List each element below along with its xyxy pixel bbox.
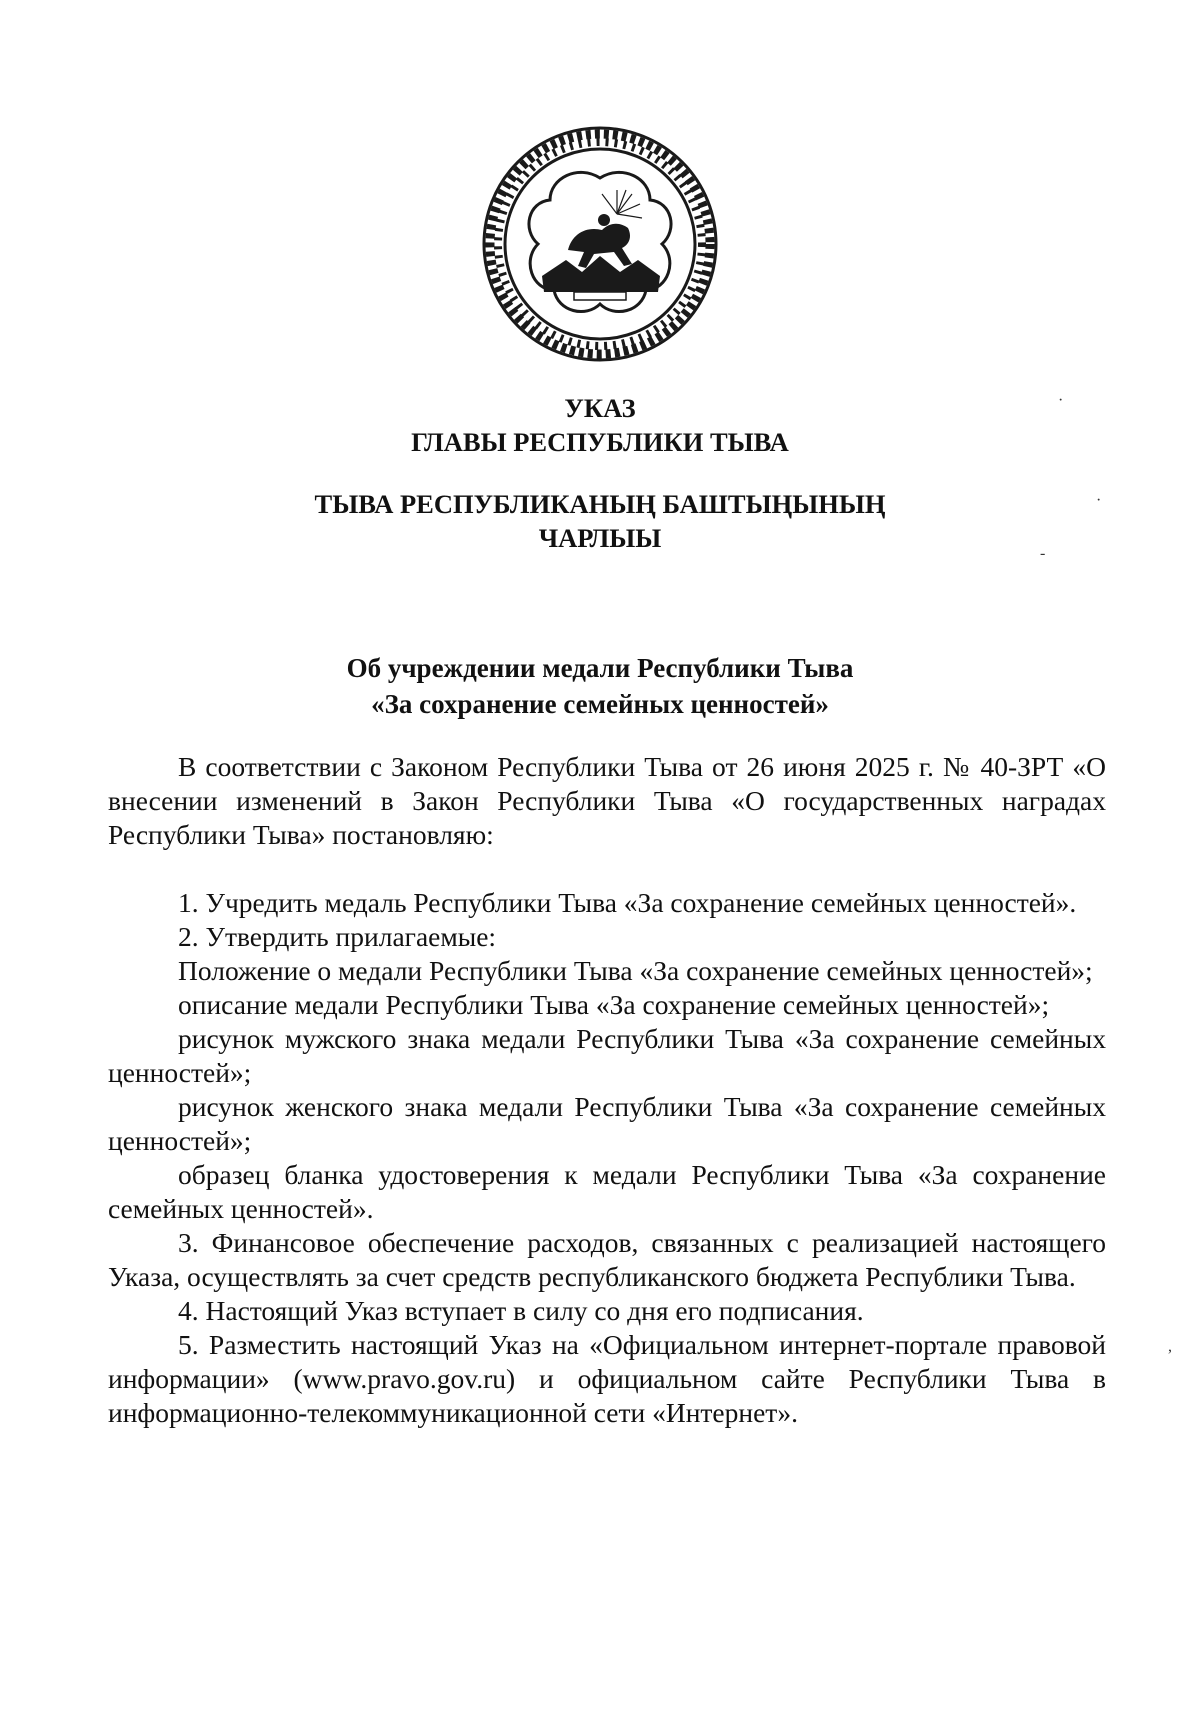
heading-tyv-line-2: ЧАРЛЫЫ (538, 523, 662, 553)
heading-line-2: ГЛАВЫ РЕСПУБЛИКИ ТЫВА (411, 427, 789, 457)
item-4: 4. Настоящий Указ вступает в силу со дня его подписания. (178, 1295, 864, 1326)
document-title-line-2: «За сохранение семейных ценностей» (371, 689, 829, 719)
decree-heading-ru (0, 391, 1200, 459)
heading-line-1: УКАЗ (564, 393, 636, 423)
scan-speck: · (1058, 392, 1064, 409)
item-5: 5. Разместить настоящий Указ на «Официальном интернет-портале правовой информации» (www.pravo.gov.ru) и официальном сайте Республики Тыва в информационно-телекоммуникационной сети «Интернет». (108, 1329, 1106, 1428)
item-2-c: рисунок мужского знака медали Республики Тыва «За сохранение семейных ценностей»; (108, 1023, 1106, 1088)
item-2-a: Положение о медали Республики Тыва «За сохранение семейных ценностей»; (178, 955, 1093, 986)
coat-of-arms-icon (482, 126, 718, 362)
scan-speck: , (1168, 1338, 1172, 1355)
item-2: 2. Утвердить прилагаемые: (178, 921, 497, 952)
item-2-e: образец бланка удостоверения к медали Республики Тыва «За сохранение семейных ценностей». (108, 1159, 1106, 1224)
preamble: В соответствии с Законом Республики Тыва от 26 июня 2025 г. № 40-ЗРТ «О внесении изменений в Закон Республики Тыва «О государственных наградах Республики Тыва» постановляю: (108, 751, 1106, 850)
item-2-b: описание медали Республики Тыва «За сохранение семейных ценностей»; (178, 989, 1050, 1020)
item-3: 3. Финансовое обеспечение расходов, связанных с реализацией настоящего Указа, осуществлять за счет средств республиканского бюджета Республики Тыва. (108, 1227, 1106, 1292)
decree-heading-tyv (0, 487, 1200, 555)
item-1: 1. Учредить медаль Республики Тыва «За сохранение семейных ценностей». (178, 887, 1077, 918)
document-title (0, 650, 1200, 722)
item-2-d: рисунок женского знака медали Республики Тыва «За сохранение семейных ценностей»; (108, 1091, 1106, 1156)
heading-tyv-line-1: ТЫВА РЕСПУБЛИКАНЫҢ БАШТЫҢЫНЫҢ (314, 489, 886, 519)
scan-speck: · (1096, 492, 1102, 509)
scan-speck: - (1040, 545, 1046, 562)
document-body (108, 750, 1106, 1430)
document-title-line-1: Об учреждении медали Республики Тыва (346, 653, 854, 683)
